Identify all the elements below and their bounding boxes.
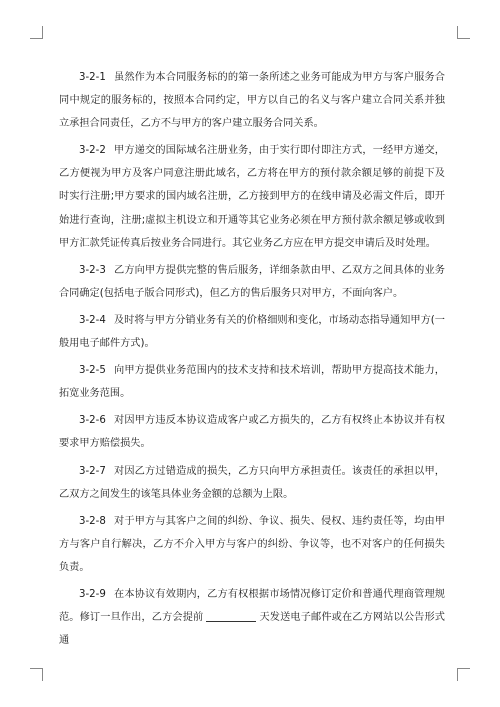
clause-text: 向甲方提供业务范围内的技术支持和技术培训，帮助甲方提高技术能力，拓宽业务范围。 <box>59 365 445 400</box>
clause-3-2-4 <box>59 309 445 355</box>
clause-number: 3-2-6 <box>79 415 106 427</box>
crop-mark-top-left <box>30 26 43 39</box>
clause-3-2-6 <box>59 409 445 455</box>
clause-number: 3-2-1 <box>79 72 106 83</box>
clause-number: 3-2-5 <box>79 365 106 377</box>
clause-number: 3-2-9 <box>79 588 106 600</box>
clause-text: 对因乙方过错造成的损失，乙方只向甲方承担责任。该责任的承担以甲，乙双方之间发生的该笔具体业务金额的总额为上限。 <box>59 465 445 500</box>
clause-text: 虽然作为本合同服务标的的第一条所述之业务可能成为甲方与客户服务合同中规定的服务标的，按照本合同约定，甲方以自己的名义与客户建立合同关系并独立承担合同责任，乙方不与甲方的客户建立服务合同关系。 <box>59 72 445 130</box>
clause-text: 对于甲方与其客户之间的纠纷、争议、损失、侵权、违约责任等，均由甲方与客户自行解决，乙方不介入甲方与客户的纠纷、争议等，也不对客户的任何损失负责。 <box>59 515 445 573</box>
clause-text: 乙方向甲方提供完整的售后服务，详细条款由甲、乙双方之间具体的业务合同确定(包括电子版合同形式)，但乙方的售后服务只对甲方，不面向客户。 <box>59 264 445 299</box>
clause-number: 3-2-2 <box>79 145 106 157</box>
crop-mark-bottom-right <box>457 668 470 681</box>
clause-3-2-8 <box>59 510 445 579</box>
clause-3-2-5 <box>59 359 445 405</box>
crop-mark-top-right <box>457 26 470 39</box>
crop-mark-bottom-left <box>30 668 43 681</box>
clause-3-2-7 <box>59 460 445 506</box>
clause-text-after-blank: 天发送电子邮件或在乙方网站以公告形式通 <box>59 612 445 647</box>
clause-number: 3-2-4 <box>79 314 106 326</box>
clause-text-before-blank: 在本协议有效期内，乙方有权根据市场情况修订定价和普通代理商管理规范。修订一旦作出，乙方会提前 <box>59 588 445 624</box>
clause-3-2-1 <box>59 66 445 135</box>
document-body <box>59 66 445 656</box>
fill-in-blank <box>206 609 256 622</box>
clause-text: 对因甲方违反本协议造成客户或乙方损失的，乙方有权终止本协议并有权要求甲方赔偿损失。 <box>59 415 445 450</box>
clause-3-2-3 <box>59 259 445 305</box>
clause-3-2-2 <box>59 139 445 254</box>
clause-text: 甲方递交的国际域名注册业务，由于实行即付即注方式，一经甲方递交，乙方便视为甲方及客户同意注册此域名，乙方将在甲方的预付款余额足够的前提下及时实行注册;甲方要求的国内域名注册，乙方接到甲方的在线申请及必需文件后，即开始进行查询，注册;虚拟主机设立和开通等其它业务必须在甲方预付款余额足够或收到甲方汇款凭证传真后按业务合同进行。其它业务乙方应在甲方提交申请后及时处理。 <box>59 145 445 249</box>
clause-text: 及时将与甲方分销业务有关的价格细则和变化，市场动态指导通知甲方(一般用电子邮件方式)。 <box>59 314 445 350</box>
clause-number: 3-2-8 <box>79 515 106 527</box>
clause-3-2-9 <box>59 583 445 652</box>
clause-number: 3-2-7 <box>79 465 106 477</box>
clause-number: 3-2-3 <box>79 264 106 276</box>
